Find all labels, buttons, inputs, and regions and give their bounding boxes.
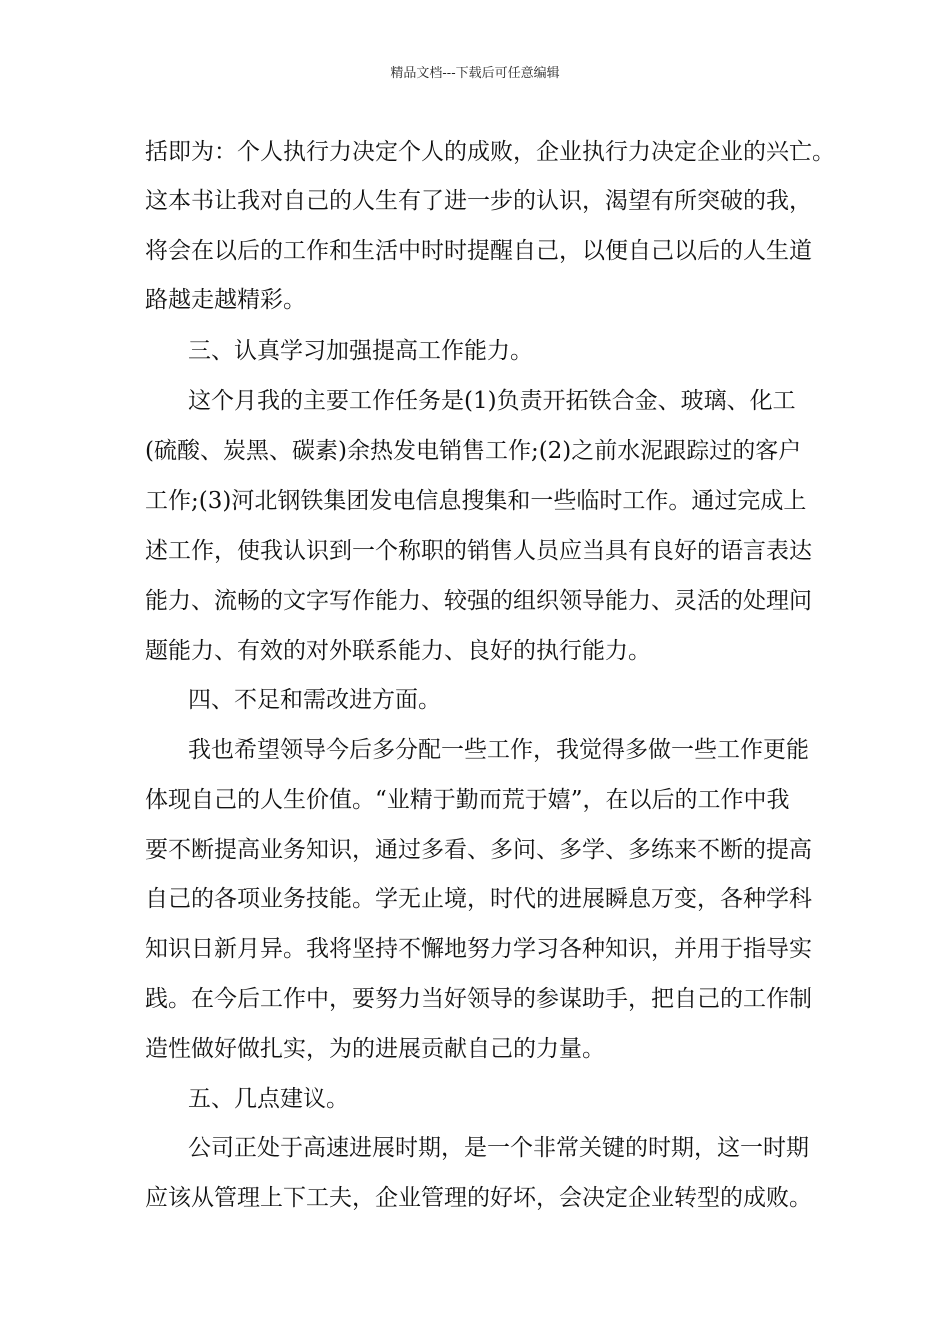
section-heading: 四、不足和需改进方面。 (188, 687, 441, 713)
body-line: 这个月我的主要工作任务是(1)负责开拓铁合金、玻璃、化工 (188, 388, 796, 414)
page-header: 精品文档---下载后可任意编辑 (390, 66, 560, 81)
body-line: 工作;(3)河北钢铁集团发电信息搜集和一些临时工作。通过完成上 (145, 488, 807, 514)
body-line: 括即为：个人执行力决定个人的成败，企业执行力决定企业的兴亡。 (145, 139, 835, 165)
body-line: (硫酸、炭黑、碳素)余热发电销售工作;(2)之前水泥跟踪过的客户 (145, 438, 802, 464)
body-line: 能力、流畅的文字写作能力、较强的组织领导能力、灵活的处理问 (145, 588, 812, 614)
body-line: 路越走越精彩。 (145, 287, 306, 313)
body-line: 造性做好做扎实，为的进展贡献自己的力量。 (145, 1036, 605, 1062)
body-line: 这本书让我对自己的人生有了进一步的认识，渴望有所突破的我， (145, 188, 812, 214)
body-line: 将会在以后的工作和生活中时时提醒自己，以便自己以后的人生道 (145, 238, 812, 264)
body-line: 应该从管理上下工夫，企业管理的好坏，会决定企业转型的成败。 (145, 1185, 812, 1211)
section-heading: 五、几点建议。 (188, 1086, 349, 1112)
section-heading: 三、认真学习加强提高工作能力。 (188, 338, 533, 364)
body-line: 题能力、有效的对外联系能力、良好的执行能力。 (145, 638, 651, 664)
body-line: 体现自己的人生价值。“业精于勤而荒于嬉”，在以后的工作中我 (145, 787, 790, 813)
body-line: 知识日新月异。我将坚持不懈地努力学习各种知识，并用于指导实 (145, 936, 812, 962)
body-line: 述工作，使我认识到一个称职的销售人员应当具有良好的语言表达 (145, 538, 812, 564)
body-line: 自己的各项业务技能。学无止境，时代的进展瞬息万变，各种学科 (145, 886, 812, 912)
body-line: 公司正处于高速进展时期，是一个非常关键的时期，这一时期 (188, 1135, 809, 1161)
body-line: 我也希望领导今后多分配一些工作，我觉得多做一些工作更能 (188, 737, 809, 763)
body-line: 践。在今后工作中，要努力当好领导的参谋助手，把自己的工作制 (145, 986, 812, 1012)
body-line: 要不断提高业务知识，通过多看、多问、多学、多练来不断的提高 (145, 837, 812, 863)
